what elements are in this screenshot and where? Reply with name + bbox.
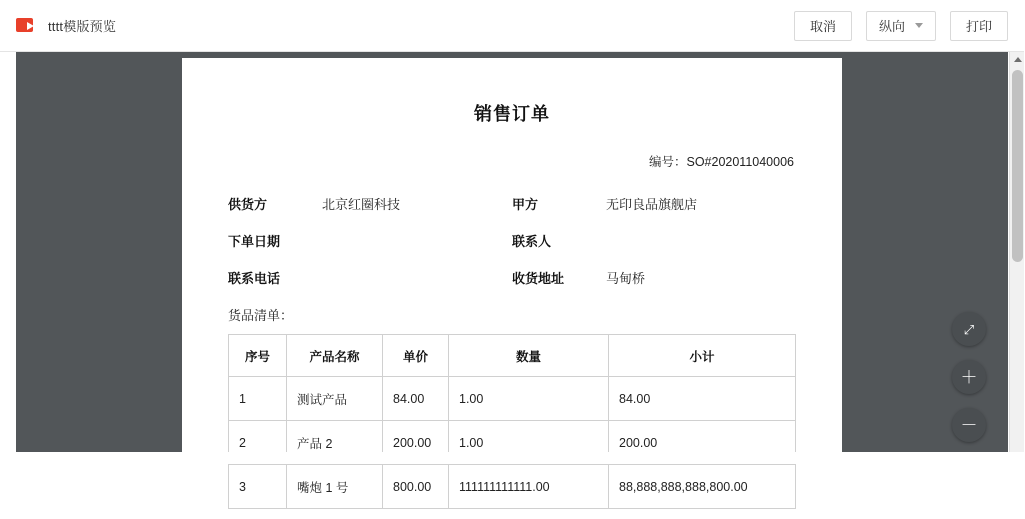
cell-subtotal: 88,888,888,888,800.00 [609, 465, 796, 509]
field-order-date [228, 231, 512, 250]
table-row [229, 377, 796, 421]
cell-price: 800.00 [383, 465, 449, 509]
cell-price: 84.00 [383, 377, 449, 421]
cell-product: 测试产品 [287, 377, 383, 421]
goods-list-caption: 货品清单： [228, 308, 294, 323]
viewer-canvas[interactable] [16, 52, 1008, 495]
cell-quantity: 1.00 [449, 377, 609, 421]
document-page [182, 58, 842, 519]
field-party-a [512, 194, 796, 213]
zoom-in-button[interactable]: ＋ [952, 360, 986, 394]
field-label: 甲方 [512, 197, 539, 212]
cancel-button[interactable]: 取消 [794, 11, 852, 41]
field-value: 北京红圈科技 [322, 197, 401, 212]
field-label: 下单日期 [228, 234, 281, 249]
orientation-value: 纵向 [879, 19, 906, 34]
field-contact-person [512, 231, 796, 250]
field-row [228, 268, 796, 287]
cell-quantity: 1.00 [449, 421, 609, 465]
chevron-down-icon [915, 23, 923, 28]
column-header-quantity: 数量 [449, 335, 609, 377]
document-number: 编号：SO#202011040006 [648, 155, 794, 169]
column-header-index: 序号 [229, 335, 287, 377]
orientation-select[interactable] [866, 11, 936, 41]
pdf-app-icon [16, 17, 38, 35]
cell-product: 嘴炮 1 号 [287, 465, 383, 509]
cell-index: 3 [229, 465, 287, 509]
zoom-controls [952, 312, 986, 442]
table-row [229, 465, 796, 509]
cell-product: 产品 2 [287, 421, 383, 465]
goods-table [228, 334, 796, 509]
field-value: 马甸桥 [606, 271, 646, 286]
column-header-price: 单价 [383, 335, 449, 377]
field-row [228, 231, 796, 250]
field-label: 供货方 [228, 197, 268, 212]
toolbar-actions [794, 11, 1008, 41]
cell-index: 2 [229, 421, 287, 465]
scroll-up-arrow-icon[interactable] [1010, 52, 1025, 67]
field-row [228, 194, 796, 213]
preview-viewer [0, 52, 1024, 495]
cell-price: 200.00 [383, 421, 449, 465]
cell-index: 1 [229, 377, 287, 421]
scrollbar-thumb[interactable] [1012, 70, 1023, 262]
window-bottom-strip [0, 452, 1024, 464]
cell-subtotal: 200.00 [609, 421, 796, 465]
field-label: 收货地址 [512, 271, 565, 286]
document-title: tttt模版预览 [48, 19, 117, 34]
table-header-row [229, 335, 796, 377]
field-shipping-address [512, 268, 796, 287]
column-header-product: 产品名称 [287, 335, 383, 377]
field-label: 联系电话 [228, 271, 281, 286]
page-title: 销售订单 [474, 104, 550, 124]
print-button[interactable]: 打印 [950, 11, 1008, 41]
field-contact-phone [228, 268, 512, 287]
cell-subtotal: 84.00 [609, 377, 796, 421]
column-header-subtotal: 小计 [609, 335, 796, 377]
field-supplier [228, 194, 512, 213]
vertical-scrollbar[interactable] [1009, 52, 1024, 464]
fit-to-page-icon[interactable]: ⤢ [952, 312, 986, 346]
field-value: 无印良品旗舰店 [606, 197, 698, 212]
preview-toolbar [0, 0, 1024, 52]
field-label: 联系人 [512, 234, 552, 249]
zoom-out-button[interactable]: － [952, 408, 986, 442]
cell-quantity: 111111111111.00 [449, 465, 609, 509]
